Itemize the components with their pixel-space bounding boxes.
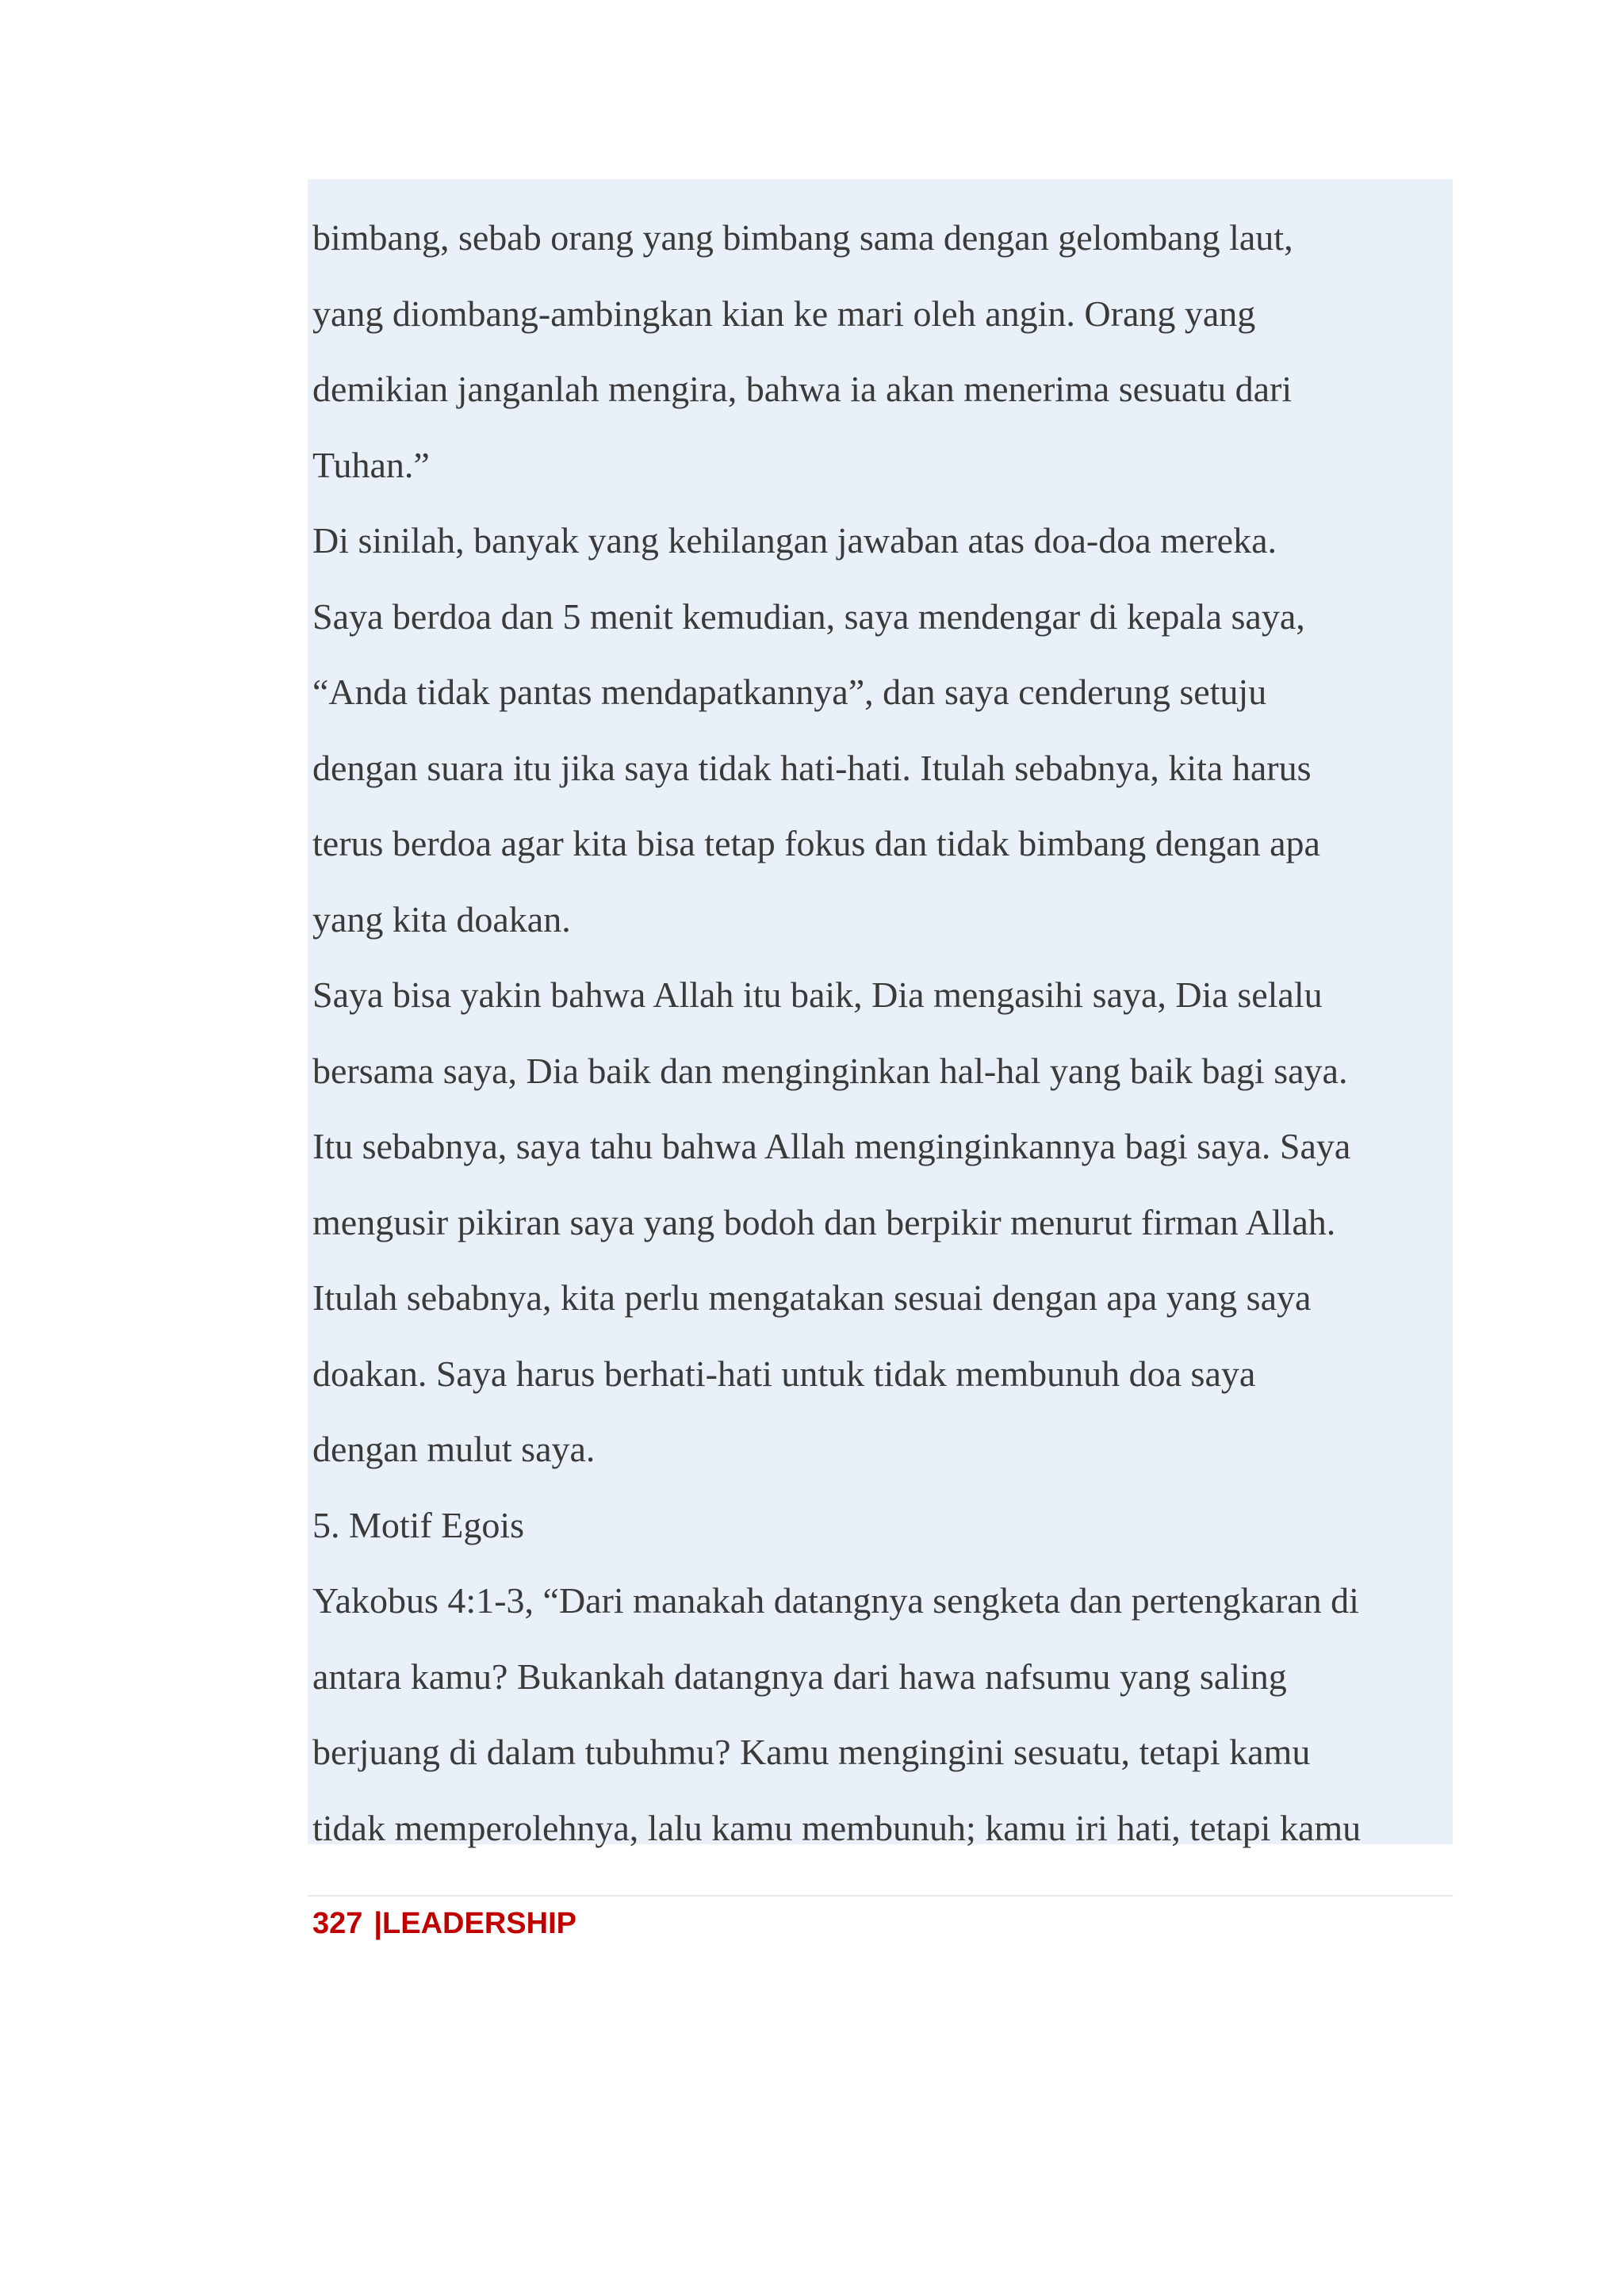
body-line: Di sinilah, banyak yang kehilangan jawaban atas doa-doa mereka.: [312, 520, 1277, 561]
page-number: 327: [312, 1907, 363, 1940]
body-line: Yakobus 4:1-3, “Dari manakah datangnya sengketa dan pertengkaran di: [312, 1580, 1359, 1621]
body-line: terus berdoa agar kita bisa tetap fokus dan tidak bimbang dengan apa: [312, 823, 1320, 863]
body-line: mengusir pikiran saya yang bodoh dan berpikir menurut firman Allah.: [312, 1201, 1336, 1242]
body-line: tidak memperolehnya, lalu kamu membunuh; kamu iri hati, tetapi kamu: [312, 1807, 1362, 1848]
body-line: bimbang, sebab orang yang bimbang sama dengan gelombang laut,: [312, 217, 1293, 258]
body-line: doakan. Saya harus berhati-hati untuk tidak membunuh doa saya: [312, 1353, 1256, 1394]
body-text: [312, 209, 1361, 1875]
body-line: antara kamu? Bukankah datangnya dari hawa nafsumu yang saling: [312, 1656, 1287, 1697]
body-line: berjuang di dalam tubuhmu? Kamu mengingini sesuatu, tetapi kamu: [312, 1732, 1311, 1772]
body-line: “Anda tidak pantas mendapatkannya”, dan saya cenderung setuju: [312, 672, 1267, 712]
body-line: Tuhan.”: [312, 444, 430, 485]
body-line: dengan suara itu jika saya tidak hati-hati. Itulah sebabnya, kita harus: [312, 747, 1312, 788]
body-text-box: [308, 179, 1453, 1848]
body-line: Itulah sebabnya, kita perlu mengatakan sesuai dengan apa yang saya: [312, 1277, 1312, 1318]
footer-divider: [308, 1895, 1453, 1897]
footer-separator: |: [373, 1907, 383, 1940]
body-line: yang kita doakan.: [312, 898, 571, 940]
section-heading: 5. Motif Egois: [312, 1504, 525, 1545]
body-line: bersama saya, Dia baik dan menginginkan hal-hal yang baik bagi saya.: [312, 1050, 1348, 1091]
body-line: yang diombang-ambingkan kian ke mari oleh angin. Orang yang: [312, 293, 1256, 334]
footer-section-title: LEADERSHIP: [382, 1907, 576, 1940]
body-line: Saya bisa yakin bahwa Allah itu baik, Dia mengasihi saya, Dia selalu: [312, 974, 1323, 1015]
body-line: demikian janganlah mengira, bahwa ia akan menerima sesuatu dari: [312, 369, 1293, 409]
body-line: dengan mulut saya.: [312, 1429, 596, 1469]
body-line: Saya berdoa dan 5 menit kemudian, saya mendengar di kepala saya,: [312, 595, 1305, 637]
body-line: Itu sebabnya, saya tahu bahwa Allah menginginkannya bagi saya. Saya: [312, 1126, 1351, 1166]
page-footer: [312, 1901, 576, 1946]
